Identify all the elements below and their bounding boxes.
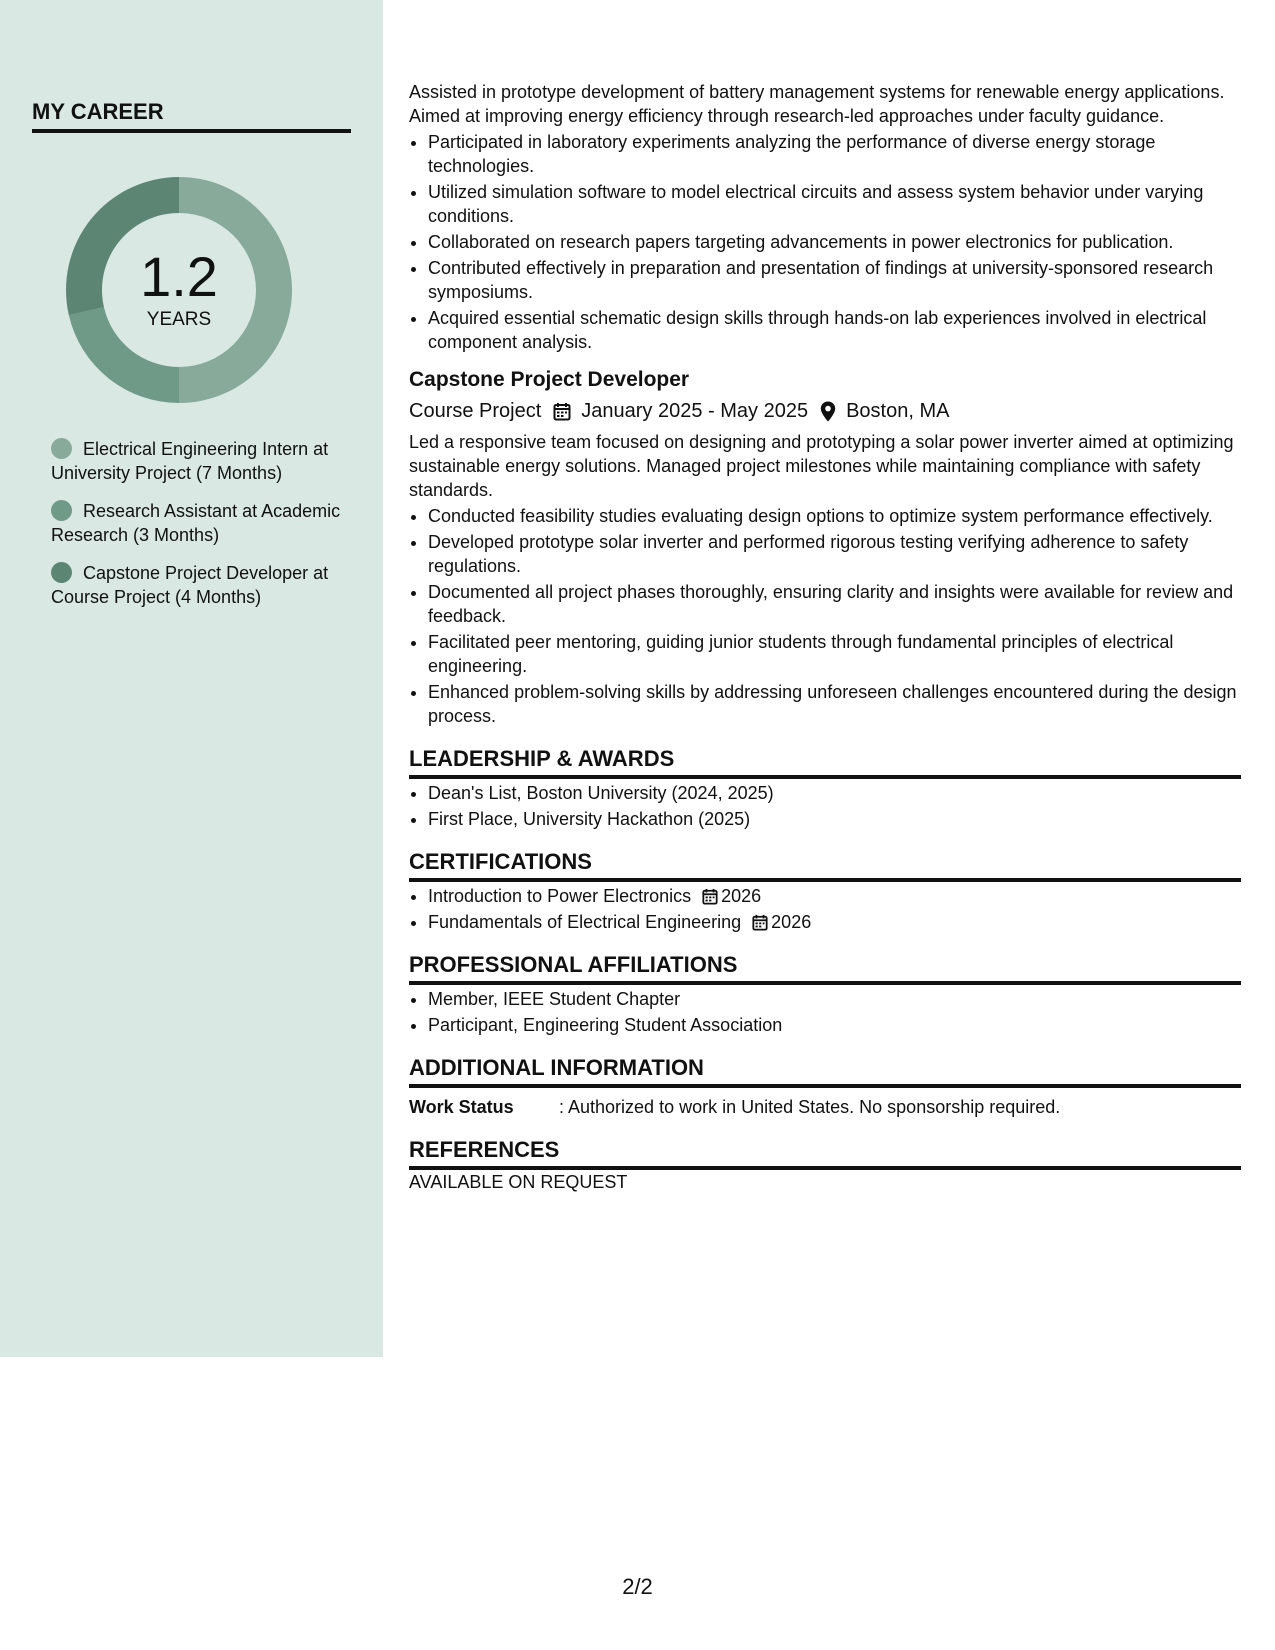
- career-legend: [51, 437, 341, 623]
- job-bullet: • Conducted feasibility studies evaluating design options to optimize system performance effectively.: [428, 504, 1241, 528]
- job-bullet: • Enhanced problem-solving skills by addressing unforeseen challenges encountered during the design process.: [428, 680, 1241, 728]
- references-text: AVAILABLE ON REQUEST: [409, 1172, 628, 1192]
- career-legend-label: Research Assistant at Academic Research (3 Months): [51, 501, 341, 545]
- career-heading: MY CAREER: [32, 97, 351, 133]
- job-dates: January 2025 - May 2025: [581, 400, 809, 422]
- career-legend-item: [51, 561, 341, 609]
- career-legend-item: [51, 499, 341, 547]
- award-item: • First Place, University Hackathon (2025): [428, 807, 1241, 831]
- career-sidebar: [0, 0, 383, 1357]
- job-meta: [409, 397, 1241, 425]
- career-total: [66, 177, 292, 403]
- location-pin-icon: [820, 401, 836, 422]
- affiliation-item: • Member, IEEE Student Chapter: [428, 987, 1241, 1011]
- work-status-label: Work Status: [409, 1097, 514, 1117]
- affiliations-list: [409, 987, 1241, 1037]
- affiliation-item: • Participant, Engineering Student Association: [428, 1013, 1241, 1037]
- certification-name: Introduction to Power Electronics: [428, 886, 692, 906]
- certification-year: 2026: [721, 886, 762, 906]
- job-location: Boston, MA: [846, 400, 950, 422]
- certifications-heading: CERTIFICATIONS: [409, 847, 1241, 882]
- legend-dot: [51, 500, 72, 521]
- calendar-icon: [752, 914, 768, 931]
- work-status-value: : Authorized to work in United States. No sponsorship required.: [559, 1097, 1061, 1117]
- certification-name: Fundamentals of Electrical Engineering: [428, 912, 742, 932]
- job-company: Course Project: [409, 400, 542, 422]
- leadership-heading: LEADERSHIP & AWARDS: [409, 744, 1241, 779]
- work-status-row: [409, 1095, 1241, 1119]
- job-bullet: • Developed prototype solar inverter and performed rigorous testing verifying adherence to safety regulations.: [428, 530, 1241, 578]
- certifications-list: [409, 884, 1241, 934]
- certification-item: [428, 884, 1241, 908]
- award-item: • Dean's List, Boston University (2024, 2025): [428, 781, 1241, 805]
- affiliations-heading: PROFESSIONAL AFFILIATIONS: [409, 950, 1241, 985]
- job-summary: Led a responsive team focused on designing and prototyping a solar power inverter aimed at optimizing sustainable energy solutions. Managed project milestones while maintaining compliance with safety standards.: [409, 432, 1234, 500]
- page-number: 2/2: [622, 1574, 653, 1599]
- main-content: [409, 80, 1241, 1194]
- job-bullets: [409, 130, 1241, 354]
- career-legend-label: Capstone Project Developer at Course Project (4 Months): [51, 563, 329, 607]
- job-title: Capstone Project Developer: [409, 368, 690, 391]
- leadership-list: [409, 781, 1241, 831]
- job-summary: Assisted in prototype development of battery management systems for renewable energy applications. Aimed at improving energy efficiency through research-led approaches under faculty guidance.: [409, 82, 1225, 126]
- legend-dot: [51, 438, 72, 459]
- career-years-unit: YEARS: [146, 309, 212, 330]
- references-heading: REFERENCES: [409, 1135, 1241, 1170]
- job-bullets: [409, 504, 1241, 728]
- additional-info-heading: ADDITIONAL INFORMATION: [409, 1053, 1241, 1088]
- job-bullet: • Documented all project phases thoroughly, ensuring clarity and insights were available for review and feedback.: [428, 580, 1241, 628]
- job-bullet: • Facilitated peer mentoring, guiding junior students through fundamental principles of electrical engineering.: [428, 630, 1241, 678]
- calendar-icon: [702, 888, 718, 905]
- job-bullet: • Acquired essential schematic design skills through hands-on lab experiences involved in electrical component analysis.: [428, 306, 1241, 354]
- certification-item: [428, 910, 1241, 934]
- career-years-value: 1.2: [140, 245, 218, 308]
- job-bullet: • Participated in laboratory experiments analyzing the performance of diverse energy storage technologies.: [428, 130, 1241, 178]
- calendar-icon: [553, 402, 571, 421]
- certification-year: 2026: [771, 912, 812, 932]
- legend-dot: [51, 562, 72, 583]
- career-legend-label: Electrical Engineering Intern at University Project (7 Months): [51, 439, 329, 483]
- job-bullet: • Contributed effectively in preparation and presentation of findings at university-sponsored research symposiums.: [428, 256, 1241, 304]
- job-bullet: • Utilized simulation software to model electrical circuits and assess system behavior under varying conditions.: [428, 180, 1241, 228]
- career-legend-item: [51, 437, 341, 485]
- job-bullet: • Collaborated on research papers targeting advancements in power electronics for publication.: [428, 230, 1241, 254]
